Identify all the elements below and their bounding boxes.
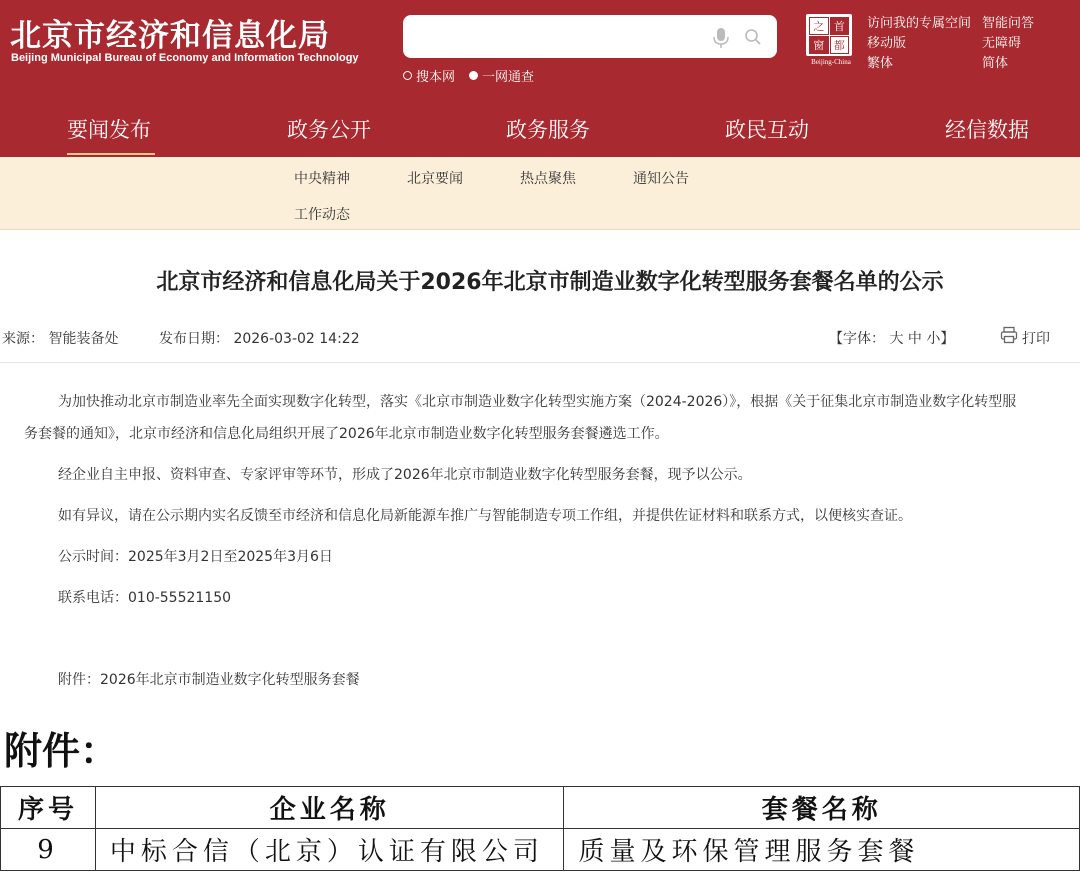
paragraph-1-line-2: 务套餐的通知》，北京市经济和信息化局组织开展了2026年北京市制造业数字化转型服务套餐遴选工作。 (24, 426, 669, 442)
site-title-en: Beijing Municipal Bureau of Economy and Information Technology (11, 52, 359, 64)
link-accessibility[interactable]: 无障碍 (982, 36, 1022, 51)
attachment-table (0, 786, 1080, 871)
nav-interaction[interactable]: 政民互动 (725, 118, 809, 142)
radio-unselected-icon (403, 71, 412, 80)
nav-gov-services[interactable]: 政务服务 (506, 118, 590, 142)
radio-selected-icon (469, 71, 478, 80)
cell-no: 9 (1, 829, 96, 871)
capital-window-logo[interactable] (806, 14, 856, 68)
article-source: 来源： 智能装备处 (2, 331, 119, 347)
nav-data[interactable]: 经信数据 (945, 118, 1029, 142)
nav-active-indicator (67, 153, 155, 155)
font-size-control[interactable]: 【字体： 大 中 小】 (829, 331, 955, 347)
table-row (1, 829, 1080, 871)
column-header: 序号 (1, 787, 96, 829)
logo-char: 都 (830, 36, 850, 54)
search-icon[interactable] (744, 28, 762, 46)
paragraph-1-line-1: 为加快推动北京市制造业率先全面实现数字化转型，落实《北京市制造业数字化转型实施方案（2024-2026）》，根据《关于征集北京市制造业数字化转型服 (58, 394, 1017, 410)
subnav-hot-topics[interactable]: 热点聚焦 (520, 171, 576, 187)
search-option-site[interactable] (403, 66, 455, 85)
cell-company: 中标合信（北京）认证有限公司 (95, 829, 564, 871)
microphone-icon[interactable] (712, 27, 730, 49)
logo-char: 窗 (809, 36, 829, 54)
paragraph-5: 联系电话：010-55521150 (58, 590, 232, 606)
search-option-all-label: 一网通查 (482, 70, 535, 85)
column-header: 套餐名称 (564, 787, 1080, 829)
paragraph-4: 公示时间：2025年3月2日至2025年3月6日 (58, 549, 333, 565)
subnav-work-updates[interactable]: 工作动态 (294, 207, 350, 223)
site-header (0, 0, 1080, 157)
attachment-link[interactable]: 附件：2026年北京市制造业数字化转型服务套餐 (58, 672, 360, 688)
column-header: 企业名称 (95, 787, 564, 829)
logo-en: Beijing-China (811, 58, 851, 66)
nav-news[interactable]: 要闻发布 (67, 118, 151, 142)
table-header-row (1, 787, 1080, 829)
subnav-central[interactable]: 中央精神 (294, 171, 350, 187)
link-my-space[interactable]: 访问我的专属空间 (867, 16, 972, 31)
sub-nav (0, 157, 1080, 230)
link-simplified[interactable]: 简体 (982, 56, 1009, 71)
print-button[interactable]: 打印 (1022, 331, 1050, 347)
subnav-beijing-news[interactable]: 北京要闻 (407, 171, 463, 187)
subnav-notices[interactable]: 通知公告 (633, 171, 689, 187)
logo-char: 之 (809, 17, 829, 35)
cell-package: 质量及环保管理服务套餐 (564, 829, 1080, 871)
link-traditional[interactable]: 繁体 (867, 56, 894, 71)
nav-gov-affairs[interactable]: 政务公开 (287, 118, 371, 142)
link-mobile[interactable]: 移动版 (867, 36, 907, 51)
article-date: 发布日期： 2026-03-02 14:22 (159, 331, 360, 347)
logo-char: 首 (830, 17, 850, 35)
divider (0, 362, 1080, 363)
search-option-all[interactable] (469, 66, 534, 85)
search-option-site-label: 搜本网 (416, 70, 456, 85)
link-smart-qa[interactable]: 智能问答 (982, 16, 1035, 31)
attachment-heading: 附件： (4, 728, 119, 773)
paragraph-3: 如有异议，请在公示期内实名反馈至市经济和信息化局新能源车推广与智能制造专项工作组，并提供佐证材料和联系方式，以便核实查证。 (58, 508, 912, 524)
paragraph-2: 经企业自主申报、资料审查、专家评审等环节，形成了2026年北京市制造业数字化转型服务套餐，现予以公示。 (58, 467, 752, 483)
main-nav (0, 102, 1080, 157)
article-title: 北京市经济和信息化局关于2026年北京市制造业数字化转型服务套餐名单的公示 (156, 270, 944, 295)
printer-icon[interactable] (1000, 326, 1018, 344)
site-title-cn[interactable]: 北京市经济和信息化局 (10, 18, 330, 54)
